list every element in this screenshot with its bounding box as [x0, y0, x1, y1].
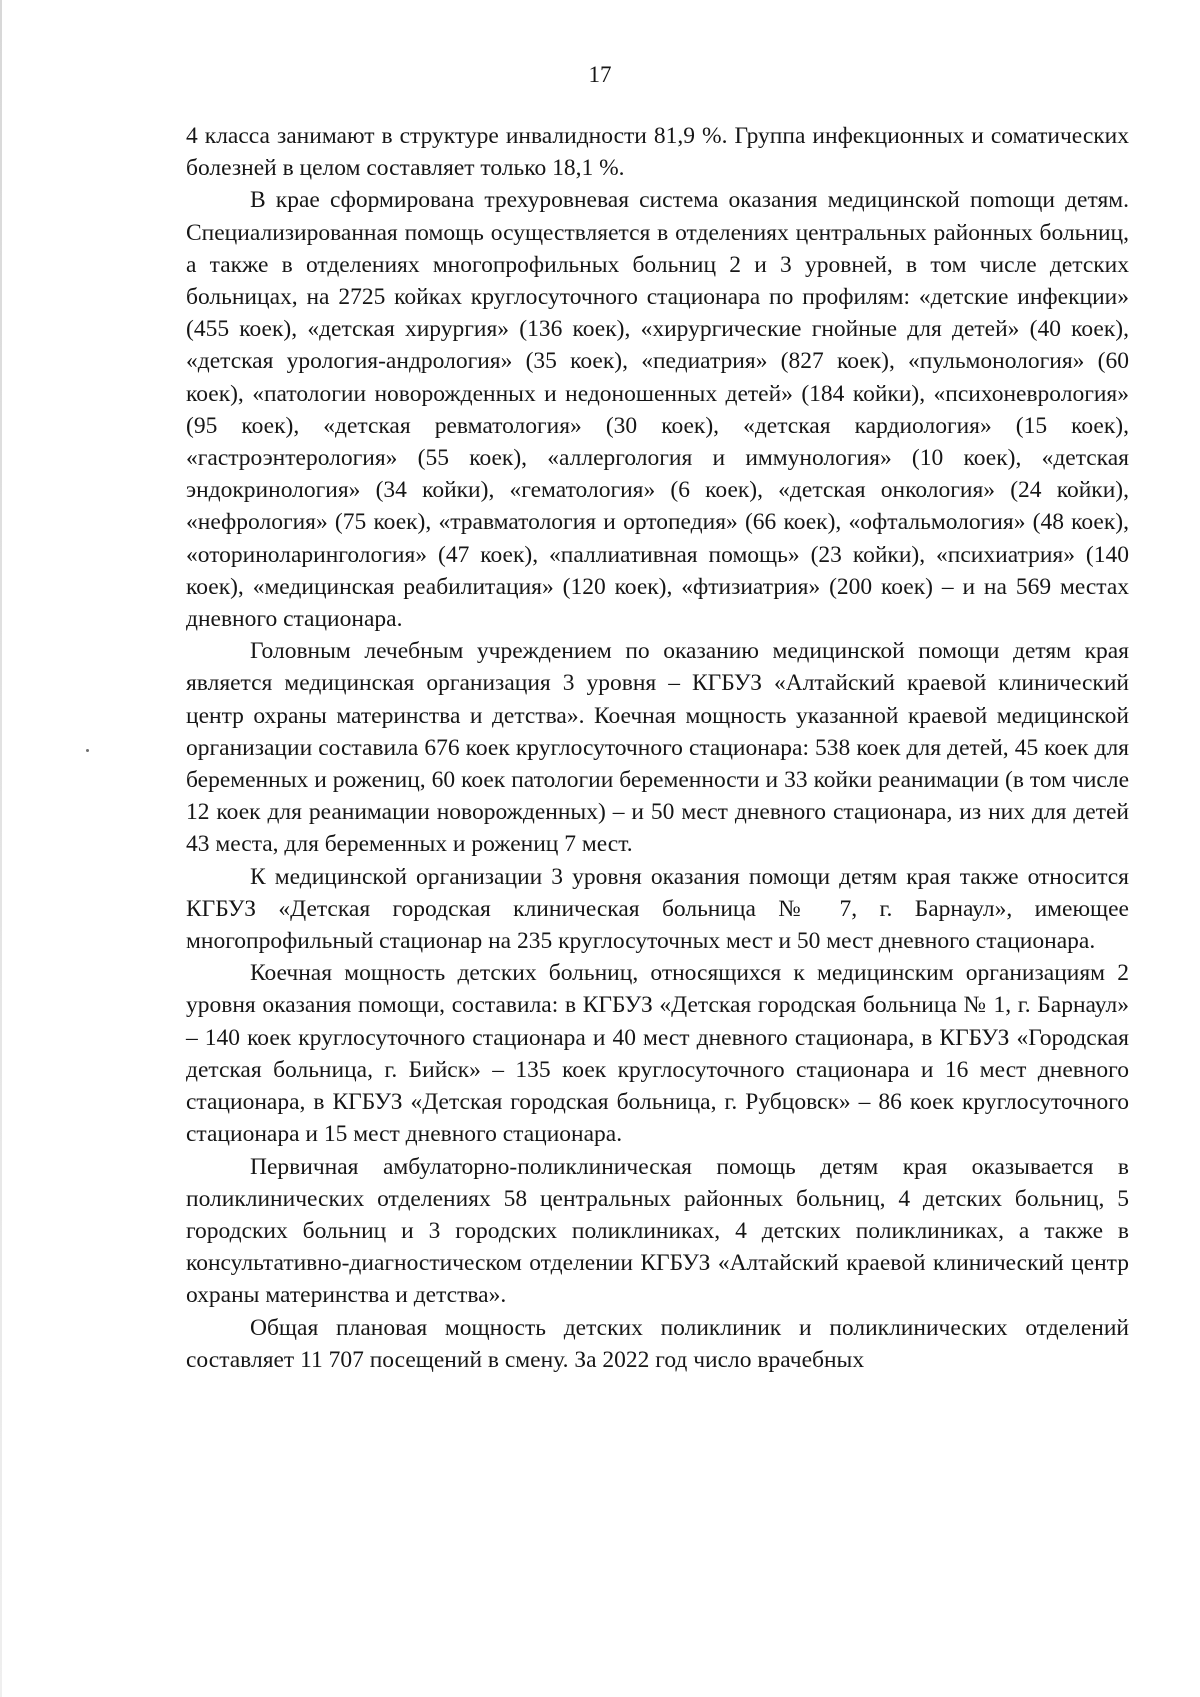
page-number: 17: [588, 62, 612, 87]
scan-edge-shadow: [0, 0, 2, 1697]
paragraph-hospital-no7: К медицинской организации 3 уровня оказания помощи детям края также относится КГБУЗ «Детская городская клиническая больница № 7, г. Барнаул», имеющее многопрофильный стационар на 235 круглосуточных мест и 50 мест дневного стационара.: [186, 863, 1129, 955]
scan-speck: [86, 749, 89, 752]
paragraph-primary-care: Первичная амбулаторно-поликлиническая помощь детям края оказывается в поликлинических отделениях 58 центральных районных больниц, 4 детских больниц, 5 городских больниц и 3 городских поликлиниках, 4 детских поликлиниках, а также в консультативно-диагностическом отделении КГБУЗ «Алтайский краевой клинический центр охраны материнства и детства».: [186, 1153, 1129, 1309]
paragraph-outpatient-capacity: Общая плановая мощность детских поликлиник и поликлинических отделений составляет 11 707 посещений в смену. За 2022 год число врачебных: [186, 1314, 1129, 1373]
paragraph-three-level-system: В крае сформирована трехуровневая система оказания медицинской поmощи детям. Специализированная помощь осуществляется в отделениях центральных районных больниц, а также в отделениях многопрофильных больниц 2 и 3 уровней, в том числе детских больницах, на 2725 койках круглосуточного стационара по профилям: «детские инфекции» (455 коек), «детская хирургия» (136 коек), «хирургические гнойные для детей» (40 коек), «детская урология-андрология» (35 коек), «педиатрия» (827 коек), «пульмонология» (60 коек), «патологии новорожденных и недоношенных детей» (184 койки), «психоневрология» (95 коек), «детская ревматология» (30 коек), «детская кардиология» (15 коек), «гастроэнтерология» (55 коек), «аллергология и иммунология» (10 коек), «детская эндокринология» (34 койки), «гематология» (6 коек), «детская онкология» (24 койки), «нефрология» (75 коек), «травматология и ортопедия» (66 коек), «офтальмология» (48 коек), «оториноларингология» (47 коек), «паллиативная помощь» (23 койки), «психиатрия» (140 коек), «медицинская реабилитация» (120 коек), «фтизиатрия» (200 коек) – и на 569 местах дневного стационара.: [186, 187, 1129, 633]
paragraph-disability-structure: 4 класса занимают в структуре инвалидности 81,9 %. Группа инфекционных и соматических болезней в целом составляет только 18,1 %.: [186, 123, 1129, 182]
document-body: [186, 120, 1129, 1376]
paragraph-level2-capacity: Коечная мощность детских больниц, относящихся к медицинским организациям 2 уровня оказания помощи, составила: в КГБУЗ «Детская городская больница № 1, г. Барнаул» – 140 коек круглосуточного стационара и 40 мест дневного стационара, в КГБУЗ «Городская детская больница, г. Бийск» – 135 коек круглосуточного стационара и 16 мест дневного стационара, в КГБУЗ «Детская городская больница, г. Рубцовск» – 86 коек круглосуточного стационара и 15 мест дневного стационара.: [186, 960, 1129, 1148]
paragraph-head-institution: Головным лечебным учреждением по оказанию медицинской помощи детям края является медицинская организация 3 уровня – КГБУЗ «Алтайский краевой клинический центр охраны материнства и детства». Коечная мощность указанной краевой медицинской организации составила 676 коек круглосуточного стационара: 538 коек для детей, 45 коек для беременных и рожениц, 60 коек патологии беременности и 33 койки реанимации (в том числе 12 коек для реанимации новорожденных) – и 50 мест дневного стационара, из них для детей 43 места, для беременных и рожениц 7 мест.: [186, 638, 1129, 858]
